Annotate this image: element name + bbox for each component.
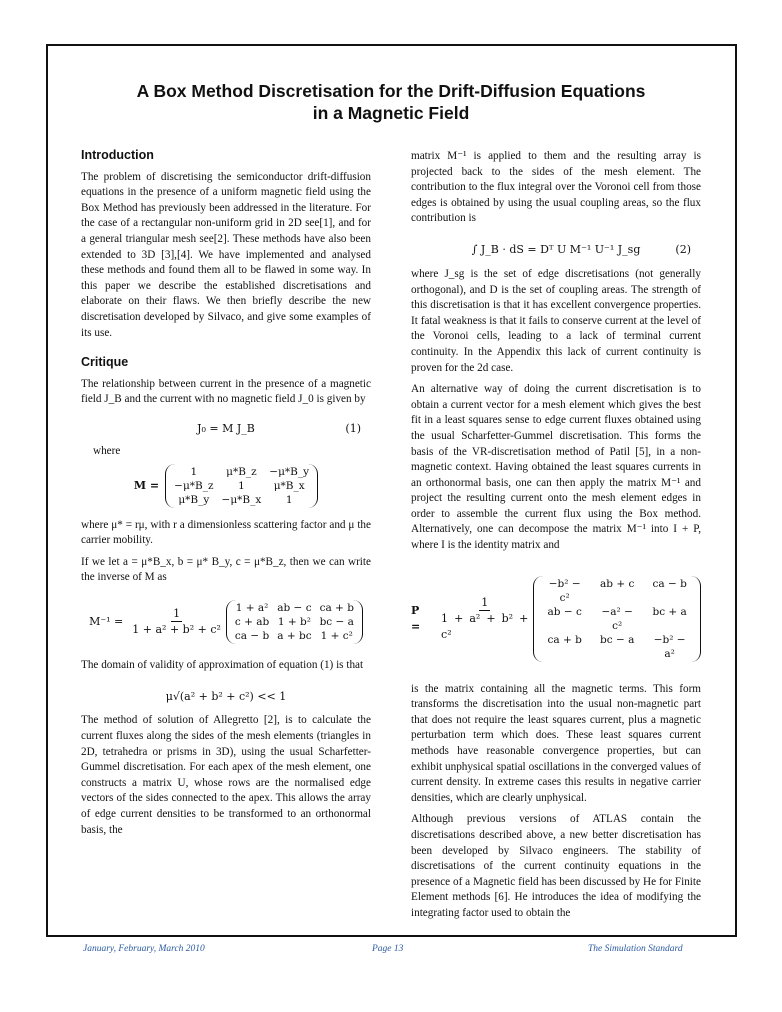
matrix-P-cell: bc − a [600, 633, 635, 646]
matrix-Minv-cell: ab − c [277, 601, 312, 614]
matrix-M-cell: 1 [190, 465, 198, 478]
matrix-M [165, 464, 318, 508]
where-label: where [93, 444, 121, 457]
heading-introduction: Introduction [81, 148, 154, 162]
matrix-P-cell: bc + a [652, 605, 687, 618]
validity-paragraph: The domain of validity of approximation of equation (1) is that [81, 658, 364, 671]
right-paragraph-4: is the matrix containing all the magnetic terms. This form transforms the discretisation into the usual non-magnetic part that does not require the least squares current, plus a magnetic perturbation term which does. These least squares current methods have reasonable convergence properties, but can exhibit unphysical spatial oscillations in the converged values of current density. In extreme cases this results in negative carrier densities, which are clearly unphysical. [411, 682, 701, 804]
matrix-Minv-numerator: 1 [171, 606, 182, 623]
matrix-P-numerator: 1 [479, 595, 490, 612]
footer-date: January, February, March 2010 [83, 944, 205, 954]
matrix-M-cell: 1 [238, 479, 245, 492]
inverse-intro-paragraph: If we let a = μ*B_x, b = μ* B_y, c = μ*B_z, then we can write the inverse of M as [81, 555, 371, 584]
right-paragraph-2: where J_sg is the set of edge discretisations (not generally orthogonal), and D is the set of coupling areas. The strength of this discretisation is that it has excellent convergence properties. It fatal weakness is that it fails to conserve current at the level of the Voronoi cells, leading to a lack of terminal current continuity. In the Appendix this lack of current continuity is proven for the 2d case. [411, 267, 701, 374]
footer-publication: The Simulation Standard [588, 944, 683, 954]
matrix-P-cell: −b² − c² [548, 577, 581, 604]
matrix-Minv [226, 600, 363, 644]
matrix-Minv-cell: 1 + b² [277, 615, 311, 628]
matrix-M-cell: μ*B_x [273, 479, 305, 492]
matrix-P-equation [411, 576, 701, 662]
equation-2-number: (2) [675, 243, 691, 257]
title-line-1: A Box Method Discretisation for the Drift-Diffusion Equations [136, 81, 646, 101]
matrix-M-cell: −μ*B_y [269, 465, 310, 478]
matrix-P-label: P = [411, 604, 421, 633]
matrix-Minv-denominator: 1 + a² + b² + c² [132, 623, 221, 637]
matrix-Minv-cell: ca − b [234, 629, 270, 642]
matrix-M-cell: 1 [285, 493, 293, 506]
mu-definition-paragraph: where μ* = rμ, with r a dimensionless scattering factor and μ the carrier mobility. [81, 518, 371, 547]
matrix-Minv-cell: 1 + a² [235, 601, 269, 614]
left-column [81, 148, 371, 844]
right-column [411, 149, 701, 928]
right-paragraph-1: matrix M⁻¹ is applied to them and the resulting array is projected back to the sides of the mesh element. The contribution to the flux integral over the Voronoi cell from those edges is obtained by using the usual coupling areas, so the flux contribution is [411, 150, 701, 225]
intro-paragraph: The problem of discretising the semiconductor drift-diffusion equations in the presence of a uniform magnetic field using the Box Method has previously been addressed in the literature. For the case of a rectangular non-uniform grid in 2D see[1], and for a general triangular mesh see[2]. These methods have also been extended to 3D [3],[4]. We have implemented and analysed these methods and found them all to be flawed in some way. In this paper we describe the established discretisations and elaborate on their flaws. We then briefly describe the new discretisation developed by Silvaco, and give some examples of its use. [81, 170, 371, 339]
validity-equation-body: μ√(a² + b² + c²) << 1 [165, 689, 287, 703]
matrix-Minv-cell: 1 + c² [320, 629, 353, 642]
matrix-P [533, 576, 701, 662]
page-title [60, 80, 722, 124]
matrix-M-cell: −μ*B_x [221, 493, 262, 506]
heading-critique: Critique [81, 355, 129, 370]
equation-1-number: (1) [345, 422, 361, 436]
equation-1-body: J₀ = M J_B [197, 422, 255, 436]
right-paragraph-3: An alternative way of doing the current discretisation is to obtain a current vector for a mesh element which gives the best fit in a least squares sense to edge current fluxes obtained using the usual Scharfetter-Gummel discretisation. This forms the basis of the VR-discretisation method of Patil [5], in a non-magnetic context. Having obtained the least squares currents in an orthonormal basis, one can then apply the matrix M⁻¹ and project the resulting current onto the mesh element edges in order to assemble the current flux using the Box method. Alternatively, one can decompose the matrix M⁻¹ into I + P, where I is the identity matrix and [411, 383, 701, 552]
title-line-2: in a Magnetic Field [312, 103, 470, 123]
matrix-P-cell: −a² − c² [601, 605, 633, 632]
critique-paragraph: The relationship between current in the presence of a magnetic field J_B and the current with no magnetic field J_0 is given by [81, 377, 371, 406]
matrix-P-cell: ca − b [652, 577, 687, 590]
matrix-Minv-cell: bc − a [319, 615, 354, 628]
matrix-Minv-label: M⁻¹ = [89, 615, 124, 629]
matrix-P-denominator: 1 + a² + b² + c² [441, 612, 529, 641]
matrix-Minv-fraction [130, 606, 223, 638]
matrix-P-cell: ab − c [547, 605, 582, 618]
matrix-P-fraction [439, 595, 530, 643]
allegretto-paragraph: The method of solution of Allegretto [2], is to calculate the current fluxes along the sides of the mesh elements (triangles in 2D, tetrahedra or prisms in 3D), using the usual Scharfetter-Gummel discretisation. For each apex of the mesh element, one constructs a matrix U, whose rows are the normalised edge vectors of the sides connected to the apex. This allows the array of edge current densities to be transformed to an orthonormal basis, the [81, 714, 371, 836]
matrix-Minv-cell: c + ab [234, 615, 270, 628]
matrix-M-cell: −μ*B_z [174, 479, 214, 492]
equation-2 [411, 233, 701, 267]
right-paragraph-5: Although previous versions of ATLAS contain the discretisations described above, a new better discretisation has been developed by Silvaco engineers. The stability of discretisations of the current continuity equations in the presence of a Magnetic field has been discussed by He for Finite Element methods [6]. He introduces the idea of modifying the integrating factor used to obtain the [411, 813, 701, 919]
matrix-M-cell: μ*B_z [226, 465, 257, 478]
matrix-P-cell: −b² − a² [653, 633, 686, 660]
matrix-Minv-cell: a + bc [277, 629, 312, 642]
matrix-M-equation [81, 464, 371, 508]
equation-2-body: ∫ J_B · dS = Dᵀ U M⁻¹ U⁻¹ J_sg [471, 243, 641, 257]
matrix-Minv-cell: ca + b [319, 601, 354, 614]
matrix-M-label: M = [133, 478, 160, 492]
matrix-M-cell: μ*B_y [178, 493, 210, 506]
matrix-Minv-equation [81, 600, 371, 644]
matrix-P-cell: ab + c [600, 577, 635, 590]
matrix-P-cell: ca + b [547, 633, 582, 646]
footer-page-number: Page 13 [372, 944, 404, 954]
equation-1 [81, 414, 371, 444]
validity-equation [81, 679, 371, 713]
